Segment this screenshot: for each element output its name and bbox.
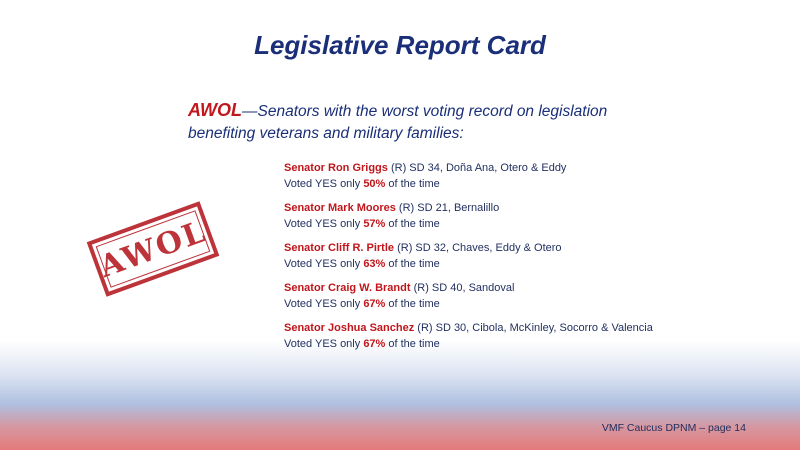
senator-entry — [284, 240, 653, 280]
senator-list — [284, 160, 653, 360]
vote-prefix: Voted YES only — [284, 218, 364, 230]
senator-entry — [284, 160, 653, 200]
vote-suffix: of the time — [385, 178, 440, 190]
senator-name: Senator Cliff R. Pirtle — [284, 242, 395, 254]
senator-district: (R) SD 34, Doña Ana, Otero & Eddy — [387, 162, 567, 174]
senator-district: (R) SD 21, Bernalillo — [395, 202, 500, 214]
senator-district: (R) SD 40, Sandoval — [410, 282, 515, 294]
vote-percent: 67% — [363, 338, 386, 350]
page-title: Legislative Report Card — [254, 30, 546, 60]
vote-suffix: of the time — [385, 338, 440, 350]
vote-suffix: of the time — [385, 298, 440, 310]
vote-percent: 50% — [363, 178, 386, 190]
vote-percent: 57% — [363, 218, 386, 230]
senator-district: (R) SD 30, Cibola, McKinley, Socorro & Valencia — [414, 322, 653, 334]
awol-stamp: AWOL — [87, 201, 220, 297]
senator-name: Senator Mark Moores — [284, 202, 396, 214]
intro-text — [188, 99, 648, 145]
vote-prefix: Voted YES only — [284, 338, 364, 350]
vote-percent: 63% — [363, 258, 386, 270]
vote-suffix: of the time — [385, 218, 440, 230]
vote-prefix: Voted YES only — [284, 178, 364, 190]
intro-description: —Senators with the worst voting record on legislation benefiting veterans and military families: — [188, 103, 608, 142]
vote-prefix: Voted YES only — [284, 298, 364, 310]
page-footer: VMF Caucus DPNM – page 14 — [601, 422, 746, 434]
senator-name: Senator Ron Griggs — [284, 162, 388, 174]
senator-name: Senator Joshua Sanchez — [284, 322, 415, 334]
senator-name: Senator Craig W. Brandt — [284, 282, 411, 294]
awol-highlight: AWOL — [188, 100, 242, 120]
senator-entry — [284, 320, 653, 360]
senator-district: (R) SD 32, Chaves, Eddy & Otero — [394, 242, 562, 254]
senator-entry — [284, 200, 653, 240]
vote-suffix: of the time — [385, 258, 440, 270]
vote-prefix: Voted YES only — [284, 258, 364, 270]
senator-entry — [284, 280, 653, 320]
vote-percent: 67% — [363, 298, 386, 310]
